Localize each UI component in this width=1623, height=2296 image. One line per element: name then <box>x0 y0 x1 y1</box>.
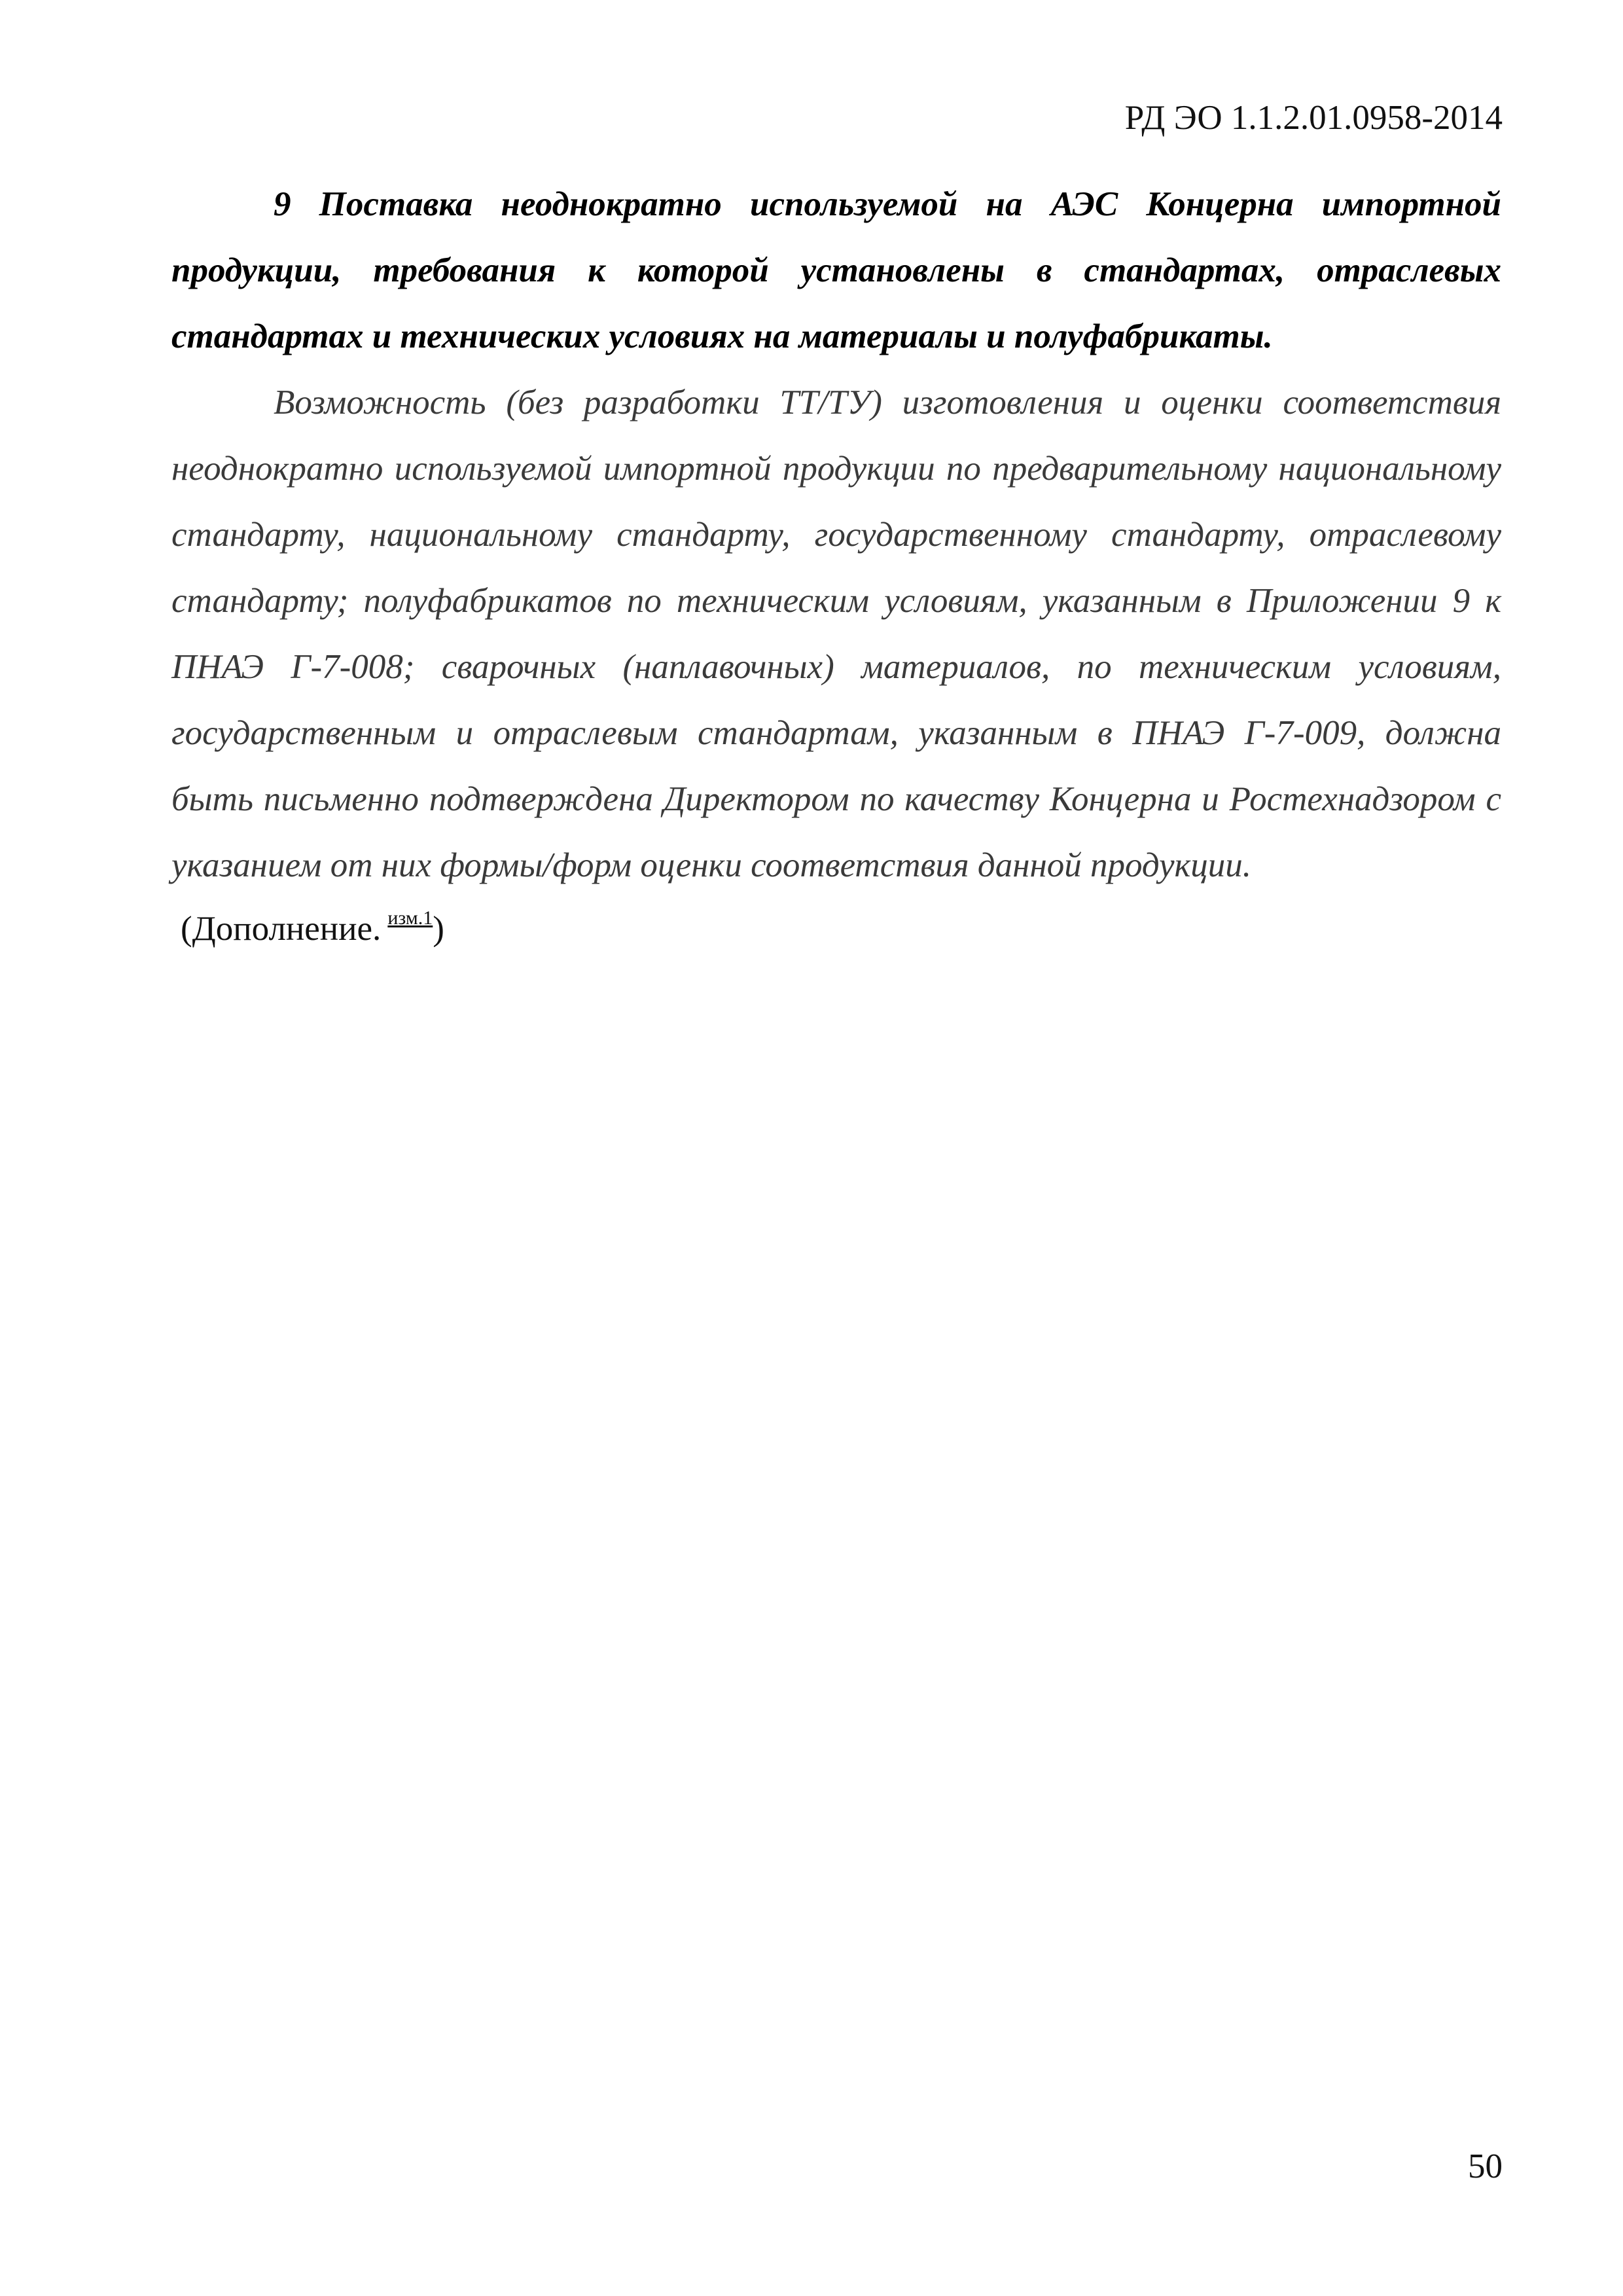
section-heading: 9 Поставка неоднократно используемой на АЭС Концерна импортной продукции, требования к которой установлены в стандартах, отраслевых стандартах и технических условиях на материалы и полуфабрикаты. <box>171 185 1501 355</box>
amendment-close-text: ) <box>433 910 444 948</box>
amendment-note <box>181 899 1501 959</box>
page-content <box>171 171 1501 959</box>
document-code: РД ЭО 1.1.2.01.0958-2014 <box>1124 99 1503 137</box>
page-number: 50 <box>1468 2147 1503 2185</box>
amendment-open-text: (Дополнение. <box>181 910 382 948</box>
section-paragraph: Возможность (без разработки ТТ/ТУ) изготовления и оценки соответствия неоднократно используемой импортной продукции по предварительному национальному стандарту, национальному стандарту, государственному стандарту, отраслевому стандарту; полуфабрикатов по техническим условиям, указанным в Приложении 9 к ПНАЭ Г-7-008; сварочных (наплавочных) материалов, по техническим условиям, государственным и отраслевым стандартам, указанным в ПНАЭ Г-7-009, должна быть письменно подтверждена Директором по качеству Концерна и Ростехнадзором с указанием от них формы/форм оценки соответствия данной продукции. <box>171 384 1501 884</box>
amendment-reference-link[interactable]: изм.1 <box>387 907 433 929</box>
